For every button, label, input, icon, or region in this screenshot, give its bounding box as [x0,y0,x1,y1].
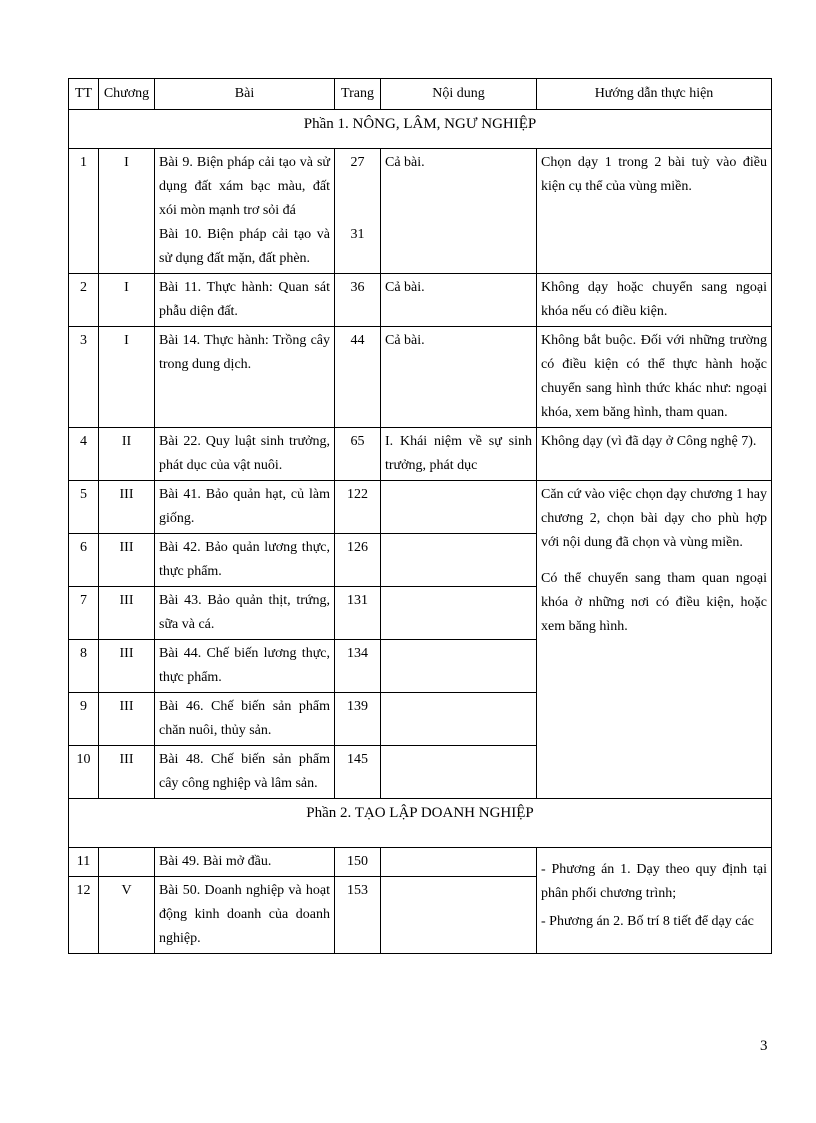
cell-chuong: II [99,428,155,481]
cell-chuong: III [99,534,155,587]
cell-noi-dung [381,693,537,746]
cell-bai: Bài 43. Bảo quản thịt, trứng, sữa và cá. [155,587,335,640]
cell-tt: 5 [69,481,99,534]
cell-chuong [99,848,155,877]
cell-tt: 9 [69,693,99,746]
section-title-2: Phần 2. TẠO LẬP DOANH NGHIỆP [69,799,772,848]
cell-bai [155,149,335,274]
cell-trang: 153 [335,877,381,954]
cell-tt: 10 [69,746,99,799]
cell-huong-dan-merged [537,848,772,954]
cell-trang [335,149,381,274]
cell-bai: Bài 44. Chế biến lương thực, thực phẩm. [155,640,335,693]
cell-bai: Bài 41. Bảo quản hạt, củ làm giống. [155,481,335,534]
cell-noi-dung [381,848,537,877]
cell-trang: 139 [335,693,381,746]
cell-chuong: I [99,149,155,274]
cell-noi-dung: Cả bài. [381,327,537,428]
section-title-1: Phần 1. NÔNG, LÂM, NGƯ NGHIỆP [69,110,772,149]
cell-tt: 11 [69,848,99,877]
cell-trang: 122 [335,481,381,534]
section-row [69,110,772,149]
section-row [69,799,772,848]
cell-bai: Bài 50. Doanh nghiệp và hoạt động kinh doanh của doanh nghiệp. [155,877,335,954]
cell-bai: Bài 49. Bài mở đầu. [155,848,335,877]
cell-chuong: III [99,746,155,799]
cell-chuong: III [99,693,155,746]
cell-chuong: III [99,640,155,693]
cell-tt: 2 [69,274,99,327]
cell-tt: 1 [69,149,99,274]
cell-tt: 6 [69,534,99,587]
cell-bai: Bài 48. Chế biến sản phẩm cây công nghiệp và lâm sản. [155,746,335,799]
cell-trang: 65 [335,428,381,481]
guidance-paragraph: Có thể chuyển sang tham quan ngoại khóa ở những nơi có điều kiện, hoặc xem băng hình. [541,571,767,634]
cell-huong-dan: Không dạy hoặc chuyển sang ngoại khóa nếu có điều kiện. [537,274,772,327]
curriculum-table [68,78,772,954]
cell-chuong: III [99,481,155,534]
cell-tt: 4 [69,428,99,481]
cell-tt: 7 [69,587,99,640]
cell-bai: Bài 11. Thực hành: Quan sát phẫu diện đất. [155,274,335,327]
cell-noi-dung [381,640,537,693]
cell-trang: 44 [335,327,381,428]
cell-chuong: I [99,327,155,428]
header-noi-dung: Nội dung [381,79,537,110]
cell-noi-dung [381,877,537,954]
cell-huong-dan: Không dạy (vì đã dạy ở Công nghệ 7). [537,428,772,481]
header-huong-dan: Hướng dẫn thực hiện [537,79,772,110]
header-bai: Bài [155,79,335,110]
cell-trang: 145 [335,746,381,799]
cell-chuong: III [99,587,155,640]
cell-huong-dan: Không bắt buộc. Đối với những trường có điều kiện có thể thực hành hoặc chuyển sang hình thức khác như: ngoại khóa, xem băng hình, tham quan. [537,327,772,428]
table-row [69,848,772,877]
cell-bai: Bài 42. Bảo quản lương thực, thực phẩm. [155,534,335,587]
page-number: 3 [760,1038,768,1054]
cell-chuong: V [99,877,155,954]
cell-noi-dung: Cả bài. [381,274,537,327]
cell-trang: 126 [335,534,381,587]
guidance-paragraph: - Phương án 1. Dạy theo quy định tại phân phối chương trình; [541,862,767,901]
guidance-paragraph: Căn cứ vào việc chọn dạy chương 1 hay chương 2, chọn bài dạy cho phù hợp với nội dung đã chọn và vùng miền. [541,487,767,550]
cell-trang: 131 [335,587,381,640]
cell-noi-dung [381,481,537,534]
page-ref: 27 [350,155,365,170]
cell-tt: 3 [69,327,99,428]
table-row [69,481,772,534]
lesson-text: Bài 10. Biện pháp cải tạo và sử dụng đất mặn, đất phèn. [159,227,330,266]
cell-noi-dung [381,746,537,799]
header-tt: TT [69,79,99,110]
cell-bai: Bài 14. Thực hành: Trồng cây trong dung dịch. [155,327,335,428]
lesson-text: Bài 9. Biện pháp cải tạo và sử dụng đất xám bạc màu, đất xói mòn mạnh trơ sỏi đá [159,155,330,218]
header-row [69,79,772,110]
cell-trang: 134 [335,640,381,693]
cell-chuong: I [99,274,155,327]
table-row [69,149,772,274]
cell-tt: 12 [69,877,99,954]
table-row [69,428,772,481]
cell-huong-dan-merged [537,481,772,799]
cell-noi-dung: Cả bài. [381,149,537,274]
page-ref: 31 [350,227,365,242]
cell-tt: 8 [69,640,99,693]
cell-huong-dan: Chọn dạy 1 trong 2 bài tuỳ vào điều kiện cụ thể của vùng miền. [537,149,772,274]
cell-noi-dung [381,534,537,587]
table-row [69,327,772,428]
cell-noi-dung: I. Khái niệm về sự sinh trưởng, phát dục [381,428,537,481]
guidance-paragraph: - Phương án 2. Bố trí 8 tiết để dạy các [541,914,754,929]
cell-trang: 36 [335,274,381,327]
cell-trang: 150 [335,848,381,877]
cell-bai: Bài 46. Chế biến sản phẩm chăn nuôi, thủy sản. [155,693,335,746]
cell-bai: Bài 22. Quy luật sinh trưởng, phát dục của vật nuôi. [155,428,335,481]
cell-noi-dung [381,587,537,640]
header-trang: Trang [335,79,381,110]
table-row [69,274,772,327]
header-chuong: Chương [99,79,155,110]
